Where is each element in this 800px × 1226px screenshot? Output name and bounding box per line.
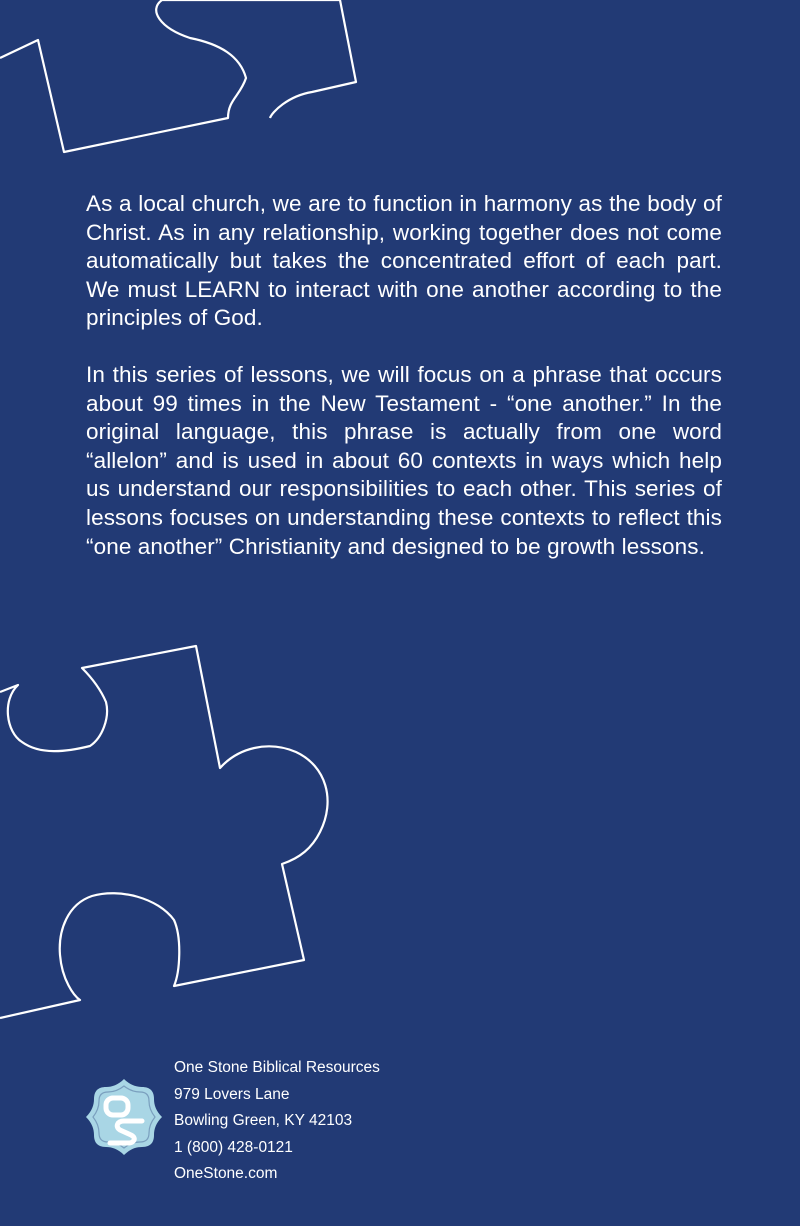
- bottom-puzzle-piece-outline: [0, 646, 328, 1018]
- publisher-street: 979 Lovers Lane: [174, 1085, 290, 1103]
- description-text-block: [86, 190, 722, 589]
- onestone-os-logo-icon: [84, 1077, 164, 1157]
- publisher-website[interactable]: OneStone.com: [174, 1165, 278, 1182]
- paragraph-one-another-series: In this series of lessons, we will focus on a phrase that occurs about 99 times in the New Testament - “one another.” In the original language, this phrase is actually from one word “allelon” and is used in about 60 contexts in ways which help us understand our responsibilities to each other. This series of lessons focuses on understanding these contexts to reflect this “one another” Christianity and designed to be growth lessons.: [86, 361, 722, 559]
- publisher-name: One Stone Biblical Resources: [174, 1059, 380, 1076]
- publisher-city: Bowling Green, KY 42103: [174, 1112, 353, 1129]
- publisher-phone: 1 (800) 428-0121: [174, 1138, 293, 1156]
- paragraph-church-harmony: As a local church, we are to function in harmony as the body of Christ. As in any relationship, working together does not come automatically but takes the concentrated effort of each part. We must LEARN to interact with one another according to the principles of God.: [86, 191, 722, 331]
- top-puzzle-piece-outline: [0, 0, 356, 152]
- publisher-address: [174, 1055, 380, 1188]
